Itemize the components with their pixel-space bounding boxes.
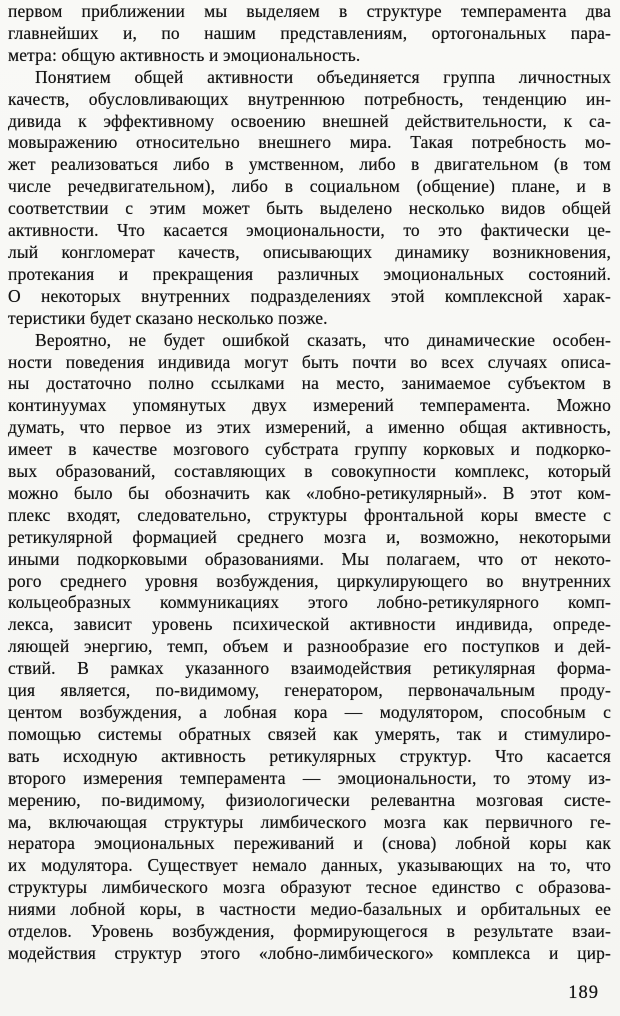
text-line: рого среднего уровня возбуждения, циркулирующего во внутренних [8, 570, 611, 591]
text-line: иными подкорковыми образованиями. Мы полагаем, что от некото- [8, 548, 611, 569]
text-line: метра: общую активность и эмоциональность. [8, 44, 361, 65]
text-line: ма, включающая структуры лимбического мозга как первичного ге- [8, 811, 611, 832]
text-line: качеств, обусловливающих внутреннюю потребность, тенденцию ин- [8, 88, 611, 109]
text-line: структуры лимбического мозга образуют тесное единство с образова- [8, 877, 611, 898]
text-line: отделов. Уровень возбуждения, формирующегося в результате взаи- [8, 921, 611, 942]
text-line: ствий. В рамках указанного взаимодействия ретикулярная форма- [8, 658, 611, 679]
text-line: второго измерения темперамента — эмоциональности, то этому из- [8, 767, 611, 788]
text-line: ности поведения индивида могут быть почти во всех случаях описа- [8, 351, 611, 372]
text-line: лекса, зависит уровень психической активности индивида, опреде- [8, 614, 611, 635]
text-line: О некоторых внутренних подразделениях этой комплексной харак- [8, 285, 611, 306]
text-line: ляющей энергию, темп, объем и разнообразие его поступков и дей- [8, 636, 611, 657]
text-line: ция является, по-видимому, генератором, первоначальным проду- [8, 680, 611, 701]
text-line: ретикулярной формацией среднего мозга и, возможно, некоторыми [8, 526, 611, 547]
text-line: кольцеобразных коммуникациях этого лобно-ретикулярного комп- [8, 592, 611, 613]
text-line: нератора эмоциональных переживаний и (снова) лобной коры как [8, 833, 611, 854]
text-line: имеет в качестве мозгового субстрата группу корковых и подкорко- [8, 439, 611, 460]
text-line: ниями лобной коры, в частности медио-базальных и орбитальных ее [8, 899, 611, 920]
text-line: первом приближении мы выделяем в структуре темперамента два [8, 1, 611, 21]
text-line: ны достаточно полно ссылками на место, занимаемое субъектом в [8, 373, 611, 394]
text-line: дивида к эффективному освоению внешней действительности, к са- [8, 110, 611, 131]
text-line: соответствии с этим может быть выделено несколько видов общей [8, 198, 611, 219]
page-number: 189 [568, 983, 599, 1003]
text-line: главнейших и, по нашим представлениям, ортогональных пара- [8, 22, 611, 43]
text-line: Понятием общей активности объединяется группа личностных [35, 66, 611, 87]
text-line: континуумах упомянутых двух измерений темперамента. Можно [8, 395, 611, 416]
text-line: активности. Что касается эмоциональности, то это фактически це- [8, 220, 611, 241]
text-line: мерению, по-видимому, физиологически релевантна мозговая систе- [8, 789, 611, 810]
text-line: вых образований, составляющих в совокупности комплекс, который [8, 461, 611, 482]
text-line: числе речедвигательном), либо в социальном (общение) плане, и в [8, 176, 611, 197]
text-line: теристики будет сказано несколько позже. [8, 307, 328, 328]
text-line: помощью системы обратных связей как умерять, так и стимулиро- [8, 723, 611, 744]
text-line: модействия структур этого «лобно-лимбического» комплекса и цир- [8, 942, 611, 963]
text-line: Вероятно, не будет ошибкой сказать, что динамические особен- [35, 329, 611, 350]
page-text [8, 1, 611, 965]
text-line: протекания и прекращения различных эмоциональных состояний. [8, 263, 611, 284]
text-line: мовыражению относительно внешнего мира. Такая потребность мо- [8, 132, 611, 153]
text-line: вать исходную активность ретикулярных структур. Что касается [8, 745, 611, 766]
text-line: плекс входят, следовательно, структуры фронтальной коры вместе с [8, 504, 611, 525]
text-line: можно было бы обозначить как «лобно-ретикулярный». В этот ком- [8, 482, 611, 503]
text-line: центом возбуждения, а лобная кора — модулятором, способным с [8, 702, 611, 722]
text-line: их модулятора. Существует немало данных, указывающих на то, что [8, 855, 611, 876]
text-line: лый конгломерат качеств, описывающих динамику возникновения, [8, 241, 611, 262]
text-line: думать, что первое из этих измерений, а именно общая активность, [8, 417, 611, 438]
text-line: жет реализоваться либо в умственном, либо в двигательном (в том [8, 154, 611, 175]
